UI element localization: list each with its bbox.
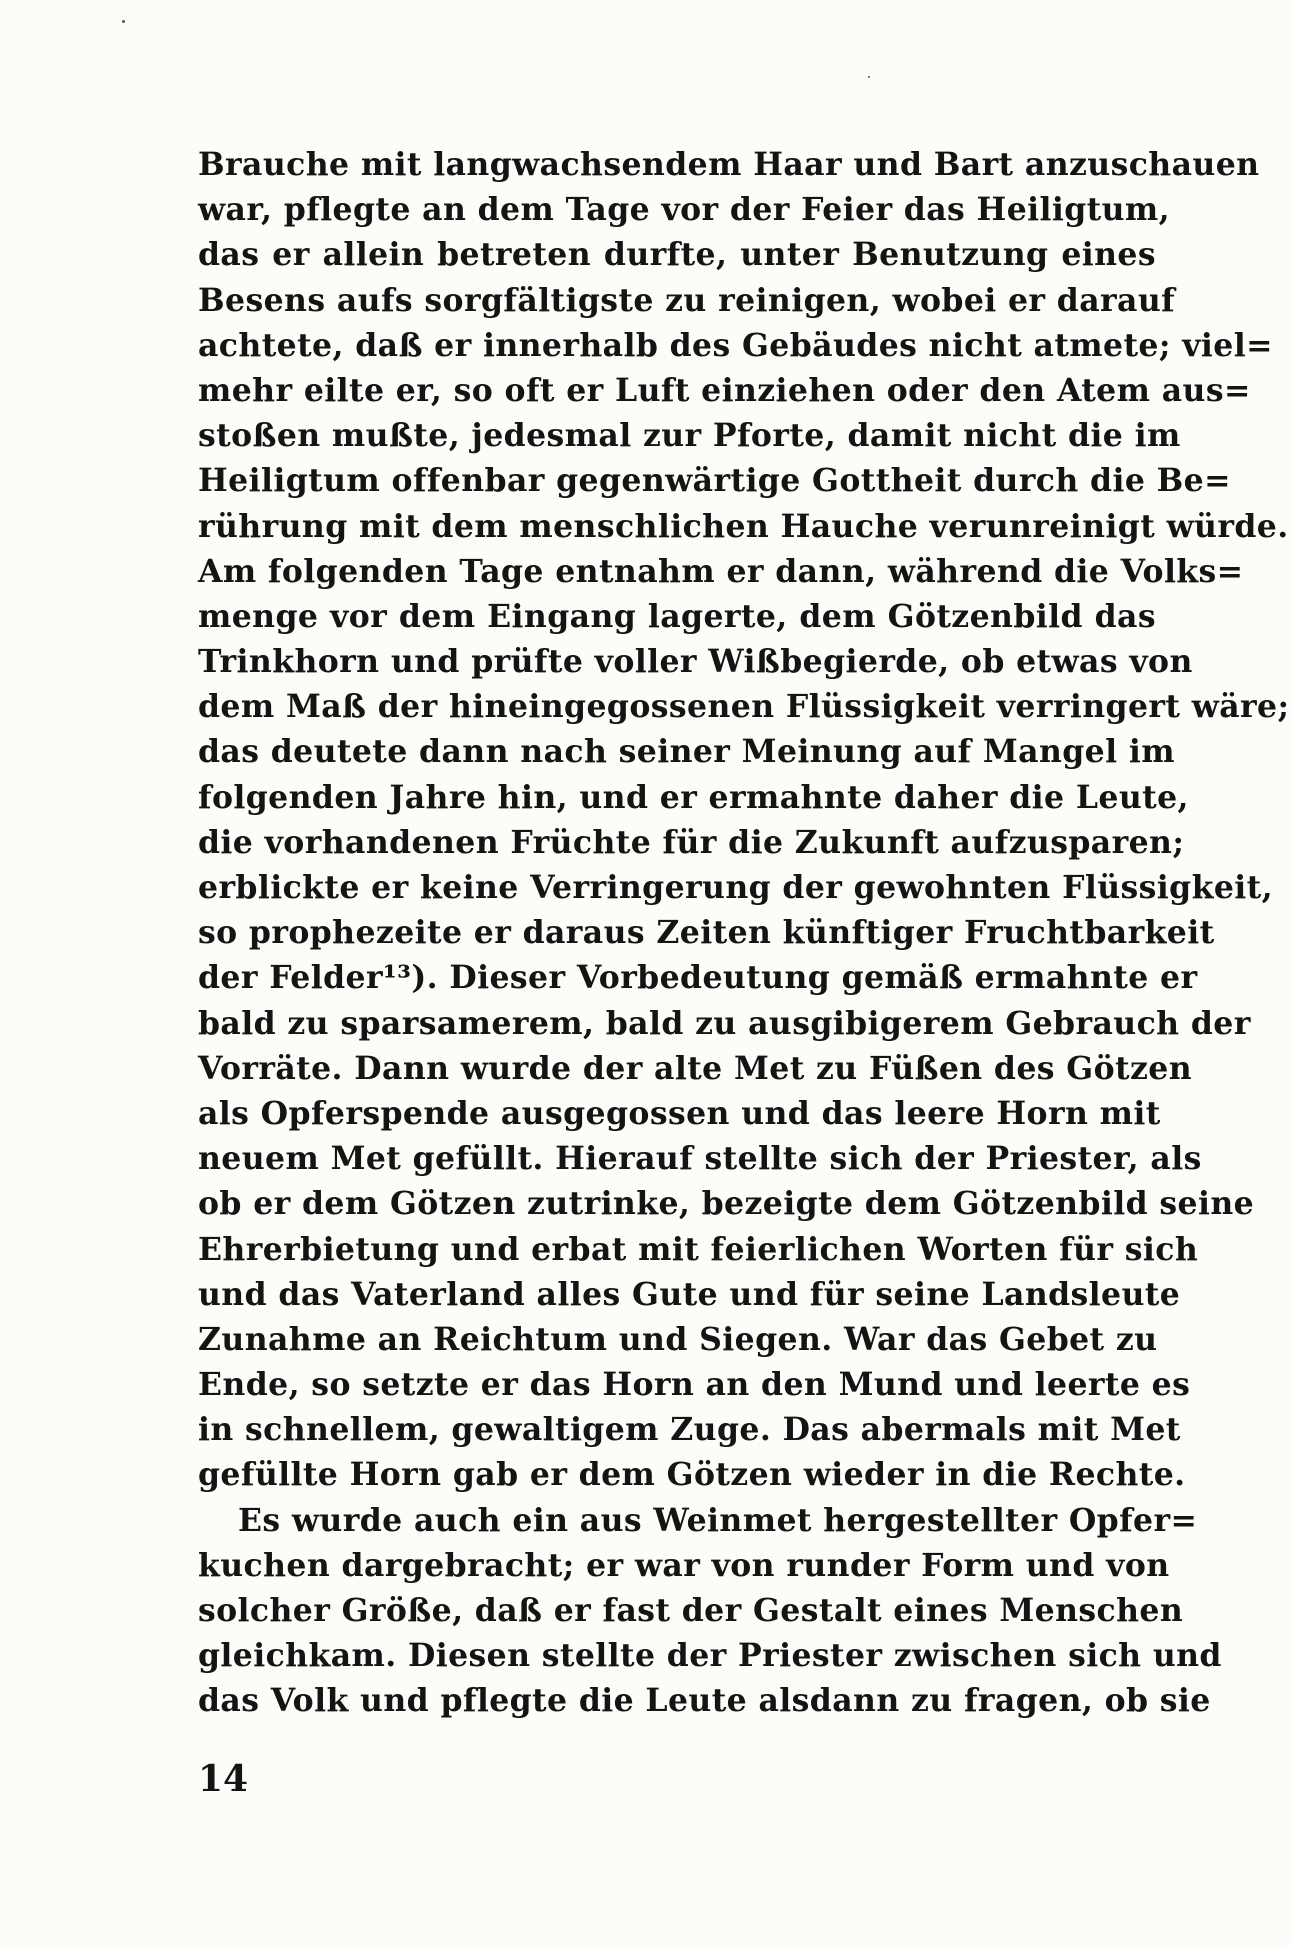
text-line: in schnellem, gewaltigem Zuge. Das abermals mit Met: [198, 1411, 1181, 1449]
text-line: Heiligtum offenbar gegenwärtige Gottheit durch die Be=: [198, 462, 1231, 500]
dust-speck: [122, 20, 125, 23]
text-line: Brauche mit langwachsendem Haar und Bart anzuschauen: [198, 146, 1260, 183]
text-line: und das Vaterland alles Gute und für seine Landsleute: [198, 1275, 1181, 1313]
body-text: [198, 142, 1290, 1724]
text-line: menge vor dem Eingang lagerte, dem Götzenbild das: [198, 597, 1156, 635]
text-line: folgenden Jahre hin, und er ermahnte daher die Leute,: [198, 778, 1189, 816]
text-line: Vorräte. Dann wurde der alte Met zu Füßen des Götzen: [198, 1049, 1192, 1087]
text-line: stoßen mußte, jedesmal zur Pforte, damit nicht die im: [198, 417, 1181, 455]
text-line: erblickte er keine Verringerung der gewohnten Flüssigkeit,: [198, 869, 1273, 906]
text-line: Besens aufs sorgfältigste zu reinigen, wobei er darauf: [198, 281, 1176, 319]
text-line: achtete, daß er innerhalb des Gebäudes nicht atmete; viel=: [198, 326, 1273, 364]
text-line: Ende, so setzte er das Horn an den Mund und leerte es: [198, 1366, 1191, 1404]
text-line: gefüllte Horn gab er dem Götzen wieder in die Rechte.: [198, 1456, 1186, 1494]
text-line: solcher Größe, daß er fast der Gestalt eines Menschen: [198, 1592, 1184, 1629]
text-line: kuchen dargebracht; er war von runder Form und von: [198, 1546, 1170, 1584]
page-number: 14: [198, 1758, 249, 1800]
text-line: das deutete dann nach seiner Meinung auf Mangel im: [198, 733, 1175, 771]
text-line: als Opferspende ausgegossen und das leere Horn mit: [198, 1094, 1161, 1132]
text-line: war, pflegte an dem Tage vor der Feier das Heiligtum,: [198, 191, 1171, 229]
text-line: dem Maß der hineingegossenen Flüssigkeit verringert wäre;: [198, 688, 1290, 726]
text-line: neuem Met gefüllt. Hierauf stellte sich der Priester, als: [198, 1140, 1202, 1178]
text-line: mehr eilte er, so oft er Luft einziehen oder den Atem aus=: [198, 371, 1251, 409]
text-line: Am folgenden Tage entnahm er dann, während die Volks=: [198, 552, 1244, 590]
dust-speck: [868, 76, 870, 78]
text-line: rührung mit dem menschlichen Hauche verunreinigt würde.: [198, 507, 1289, 545]
text-line: die vorhandenen Früchte für die Zukunft aufzusparen;: [198, 823, 1185, 861]
text-line: gleichkam. Diesen stellte der Priester zwischen sich und: [198, 1637, 1222, 1675]
text-line: ob er dem Götzen zutrinke, bezeigte dem Götzenbild seine: [198, 1185, 1255, 1223]
text-line: Zunahme an Reichtum und Siegen. War das Gebet zu: [198, 1320, 1158, 1358]
text-line-paragraph-start: Es wurde auch ein aus Weinmet hergestellter Opfer=: [238, 1501, 1198, 1539]
text-line: der Felder¹³). Dieser Vorbedeutung gemäß ermahnte er: [198, 959, 1198, 997]
text-line: Ehrerbietung und erbat mit feierlichen Worten für sich: [198, 1230, 1199, 1268]
text-line: bald zu sparsamerem, bald zu ausgibigerem Gebrauch der: [198, 1004, 1251, 1042]
text-line: Trinkhorn und prüfte voller Wißbegierde, ob etwas von: [198, 643, 1193, 681]
text-line: das er allein betreten durfte, unter Benutzung eines: [198, 236, 1156, 274]
text-line: das Volk und pflegte die Leute alsdann zu fragen, ob sie: [198, 1682, 1211, 1720]
text-line: so prophezeite er daraus Zeiten künftiger Fruchtbarkeit: [198, 914, 1215, 952]
